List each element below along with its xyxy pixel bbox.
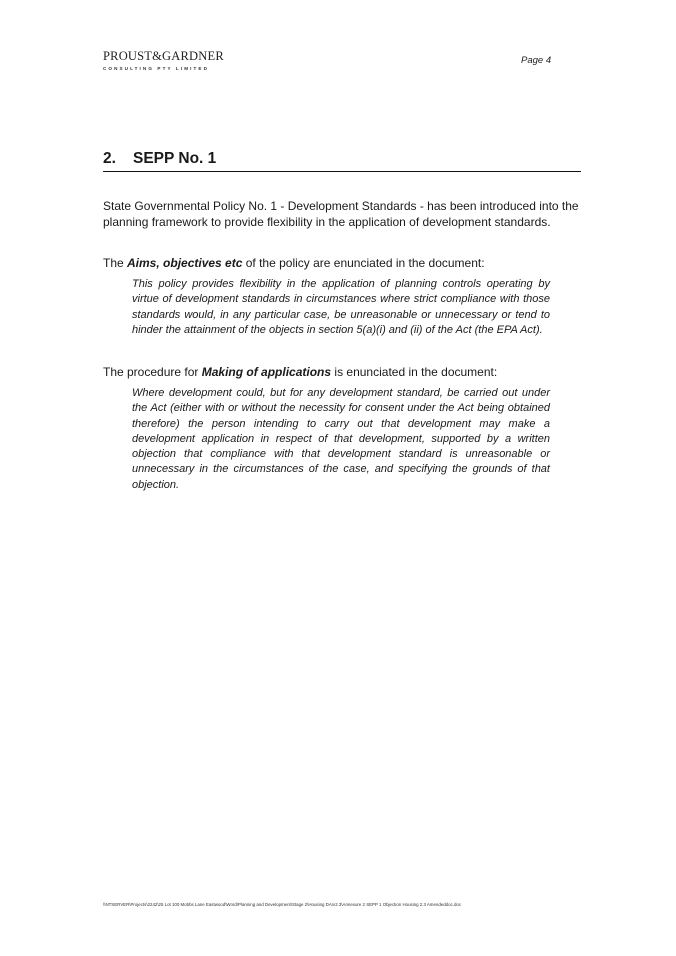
procedure-text-before: The procedure for (103, 365, 202, 379)
section-number: 2. (103, 150, 116, 167)
procedure-quote: Where development could, but for any development standard, be carried out under the Act (either with or without the necessity for consent under the Act being obtained therefore) the person intending to carry out that development may make a development application in respect of that development, supported by a written objection that compliance with that development standard is unreasonable or unnecessary in the circumstances of the case, and specifying the grounds of that objection. (132, 387, 550, 491)
section-heading (103, 150, 581, 172)
intro-paragraph: State Governmental Policy No. 1 - Development Standards - has been introduced into the planning framework to provide flexibility in the application of development standards. (103, 199, 579, 229)
company-logo (103, 49, 224, 71)
aims-paragraph (103, 256, 581, 272)
aims-text-after: of the policy are enunciated in the document: (242, 256, 485, 270)
procedure-paragraph (103, 365, 581, 381)
aims-emphasis: Aims, objectives etc (127, 256, 243, 270)
section-title: SEPP No. 1 (133, 150, 217, 167)
aims-quote: This policy provides flexibility in the application of planning controls operating by virtue of development standards in circumstances where strict compliance with those standards would, in any particular case, be unreasonable or unnecessary or tend to hinder the attainment of the objects in section 5(a)(i) and (ii) of the Act (the EPA Act). (132, 278, 550, 336)
file-path-footer: \\NTSERVER\Projects\2242\25 Lot 100 Mobbs Lane Eastwood\Word\Planning and Development\Stage 2\Housing DA\v2.3\Annexure 2 SEPP 1 Objection Housing 2.3 Amendeddoc.doc (103, 902, 462, 907)
procedure-emphasis: Making of applications (201, 365, 332, 379)
aims-text-before: The (103, 256, 128, 270)
logo-name: PROUST&GARDNER (103, 49, 224, 63)
page-number: Page 4 (521, 55, 552, 66)
logo-subtitle: CONSULTING PTY LIMITED (103, 66, 210, 71)
procedure-text-after: is enunciated in the document: (331, 365, 498, 379)
